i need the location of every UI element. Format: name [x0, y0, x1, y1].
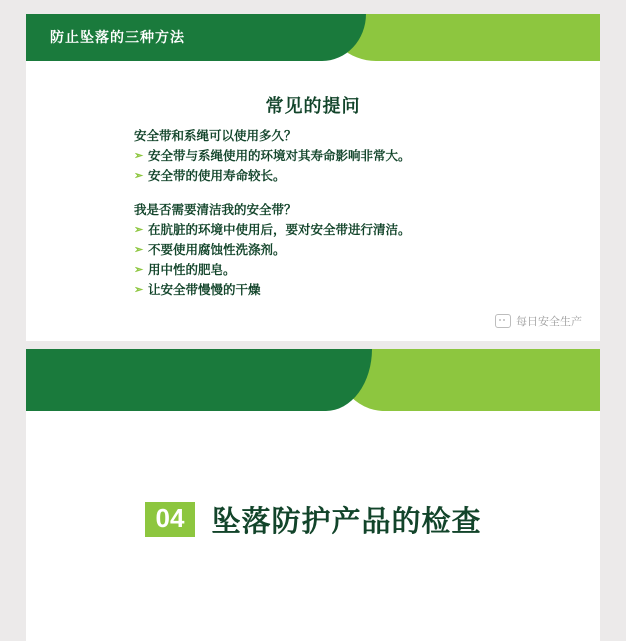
faq-bullet-label: 安全带的使用寿命较长。 — [148, 169, 286, 183]
faq-bullet — [134, 280, 554, 300]
section-title-group — [26, 499, 600, 540]
section-title: 坠落防护产品的检查 — [211, 506, 482, 538]
faq-bullet — [134, 146, 554, 166]
wechat-icon — [495, 314, 511, 328]
faq-bullet-label: 在肮脏的环境中使用后，要对安全带进行清洁。 — [148, 223, 411, 237]
bullet-arrow-icon: ➢ — [134, 284, 144, 296]
faq-bullet-label: 让安全带慢慢的干燥 — [148, 283, 261, 297]
slide-faq-header — [26, 14, 600, 61]
slide-section-divider — [26, 349, 600, 641]
watermark — [495, 313, 582, 329]
slide-faq-heading: 常见的提问 — [265, 96, 361, 116]
slide-faq-header-title: 防止坠落的三种方法 — [50, 29, 185, 45]
slide-section-header — [26, 349, 600, 411]
bullet-arrow-icon: ➢ — [134, 244, 144, 256]
faq-bullet-label: 用中性的肥皂。 — [148, 263, 236, 277]
header-dark-green-band — [26, 349, 372, 411]
watermark-label: 每日安全生产 — [516, 316, 582, 328]
slide-faq-body — [134, 126, 554, 300]
faq-bullet-label: 安全带与系绳使用的环境对其寿命影响非常大。 — [148, 149, 411, 163]
header-light-green-band — [326, 14, 600, 61]
faq-bullet — [134, 260, 554, 280]
header-light-green-band — [332, 349, 600, 411]
faq-bullet — [134, 220, 554, 240]
faq-question: 安全带和系绳可以使用多久？ — [134, 129, 297, 143]
bullet-arrow-icon: ➢ — [134, 150, 144, 162]
block-spacer — [134, 186, 554, 200]
faq-question: 我是否需要清洁我的安全带？ — [134, 203, 297, 217]
faq-bullet — [134, 166, 554, 186]
section-number-badge: 04 — [145, 502, 196, 537]
bullet-arrow-icon: ➢ — [134, 264, 144, 276]
bullet-arrow-icon: ➢ — [134, 224, 144, 236]
faq-bullet-label: 不要使用腐蚀性洗涤剂。 — [148, 243, 286, 257]
faq-bullet — [134, 240, 554, 260]
slide-faq — [26, 14, 600, 341]
bullet-arrow-icon: ➢ — [134, 170, 144, 182]
